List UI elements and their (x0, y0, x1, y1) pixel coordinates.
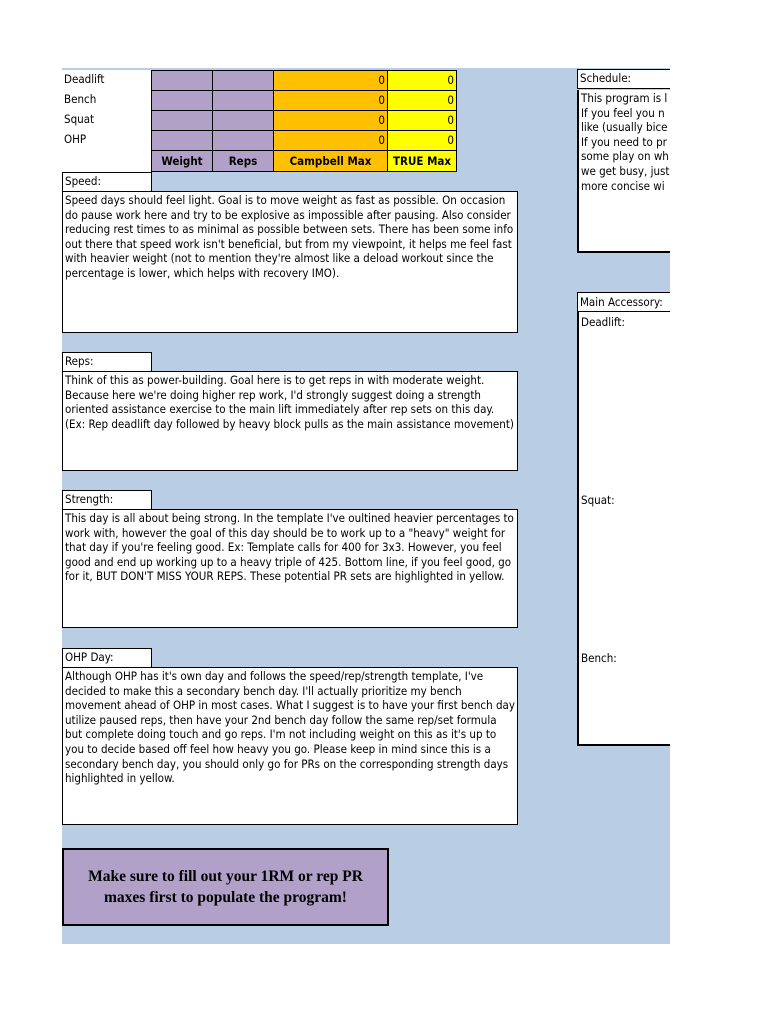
header-blank-cell (62, 150, 151, 172)
campbell-max-bench: 0 (273, 90, 388, 111)
fill-maxes-notice (62, 848, 389, 926)
accessory-squat-label: Squat: (581, 493, 615, 507)
header-true-max: TRUE Max (387, 150, 457, 172)
true-max-ohp: 0 (387, 130, 457, 151)
strength-label: Strength: (62, 490, 152, 510)
row-label-bench: Bench (62, 90, 151, 110)
row-label-squat: Squat (62, 110, 151, 130)
header-reps: Reps (212, 150, 274, 172)
campbell-max-deadlift: 0 (273, 70, 388, 91)
reps-input-deadlift[interactable] (212, 70, 274, 91)
weight-input-squat[interactable] (151, 110, 213, 131)
accessory-deadlift-label: Deadlift: (581, 315, 625, 329)
true-max-bench: 0 (387, 90, 457, 111)
speed-label: Speed: (62, 172, 152, 192)
schedule-label: Schedule: (577, 69, 670, 89)
schedule-line: If you need to pr (581, 134, 667, 149)
weight-input-bench[interactable] (151, 90, 213, 111)
schedule-line: we get busy, just (581, 163, 670, 178)
true-max-deadlift: 0 (387, 70, 457, 91)
row-label-deadlift: Deadlift (62, 70, 151, 90)
speed-textbox: Speed days should feel light. Goal is to move weight as fast as possible. On occasion do pause work here and try to be explosive as impossible after pausing. Also consider reducing rest times to as minimal as possible between sets. There has been some info out there that speed work isn't beneficial, but from my viewpoint, it helps me feel fast with heavier weight (not to mention they're almost like a deload workout since the percentage is lower, which helps with recovery IMO). (62, 191, 518, 333)
campbell-max-squat: 0 (273, 110, 388, 131)
weight-input-ohp[interactable] (151, 130, 213, 151)
schedule-line: more concise wi (581, 178, 665, 193)
row-label-ohp: OHP (62, 130, 151, 150)
schedule-line: If you feel you n (581, 105, 665, 120)
weight-input-deadlift[interactable] (151, 70, 213, 91)
strength-textbox: This day is all about being strong. In the template I've oultined heavier percentages to work with, however the goal of this day should be to work up to a "heavy" weight for that day if you're feeling good. Ex: Template calls for 400 for 3x3. However, you feel good and end up working up to a heavy triple of 425. Bottom line, if you feel good, go for it, BUT DON'T MISS YOUR REPS. These potential PR sets are highlighted in yellow. (62, 509, 518, 628)
header-campbell-max: Campbell Max (273, 150, 388, 172)
main-accessory-label: Main Accessory: (577, 292, 670, 312)
schedule-line: like (usually bice (581, 120, 668, 135)
ohp-textbox: Although OHP has it's own day and follows the speed/rep/strength template, I've decided to make this a secondary bench day. I'll actually prioritize my bench movement ahead of OHP in most cases. What I suggest is to have your first bench day utilize paused reps, then have your 2nd bench day follow the same rep/set formula but complete doing touch and go reps. I'm not including weight on this as it's up to you to decide based off feel how heavy you go. Please keep in mind since this is a secondary bench day, you should only go for PRs on the corresponding strength days highlighted in yellow. (62, 667, 518, 825)
schedule-textbox (577, 90, 670, 253)
header-weight: Weight (151, 150, 213, 172)
reps-label: Reps: (62, 352, 152, 372)
campbell-max-ohp: 0 (273, 130, 388, 151)
fill-maxes-notice-text: Make sure to fill out your 1RM or rep PR maxes first to populate the program! (88, 868, 363, 906)
reps-input-bench[interactable] (212, 90, 274, 111)
reps-input-ohp[interactable] (212, 130, 274, 151)
schedule-line: This program is l (581, 91, 668, 105)
reps-textbox: Think of this as power-building. Goal here is to get reps in with moderate weight. Because here we're doing higher rep work, I'd strongly suggest doing a strength oriented assistance exercise to the main lift immediately after rep sets on this day. (Ex: Rep deadlift day followed by heavy block pulls as the main assistance movement) (62, 371, 518, 471)
ohp-label: OHP Day: (62, 648, 152, 668)
accessory-bench-label: Bench: (581, 651, 617, 665)
main-accessory-panel (577, 312, 670, 746)
reps-input-squat[interactable] (212, 110, 274, 131)
schedule-line: some play on wh (581, 149, 669, 164)
true-max-squat: 0 (387, 110, 457, 131)
